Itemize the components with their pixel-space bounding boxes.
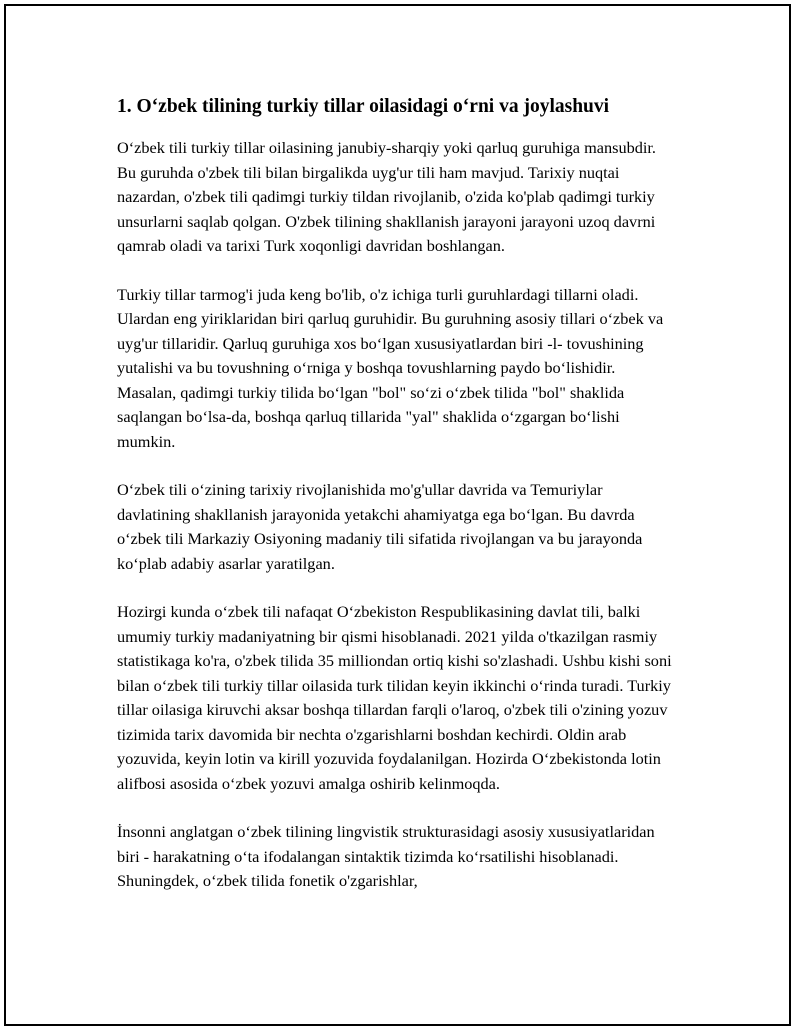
paragraph-4: Hozirgi kunda o‘zbek tili nafaqat O‘zbekiston Respublikasining davlat tili, balki umumiy turkiy madaniyatning bir qismi hisoblanadi. 2021 yilda o'tkazilgan rasmiy statistikaga ko'ra, o'zbek tilida 35 milliondan ortiq kishi so'zlashadi. Ushbu kishi soni bilan o‘zbek tili turkiy tillar oilasida turk tilidan keyin ikkinchi o‘rinda turadi. Turkiy tillar oilasiga kiruvchi aksar boshqa tillardan farqli o'laroq, o'zbek tili o'zining yozuv tizimida tarix davomida bir nechta o'zgarishlarni boshdan kechirdi. Oldin arab yozuvida, keyin lotin va kirill yozuvida foydalanilgan. Hozirda O‘zbekistonda lotin alifbosi asosida o‘zbek yozuvi amalga oshirib kelinmoqda.	[117, 602, 672, 793]
document-body	[117, 92, 677, 918]
paragraph-5: İnsonni anglatgan o‘zbek tilining lingvistik strukturasidagi asosiy xususiyatlaridan biri - harakatning o‘ta ifodalangan sintaktik tizimda ko‘rsatilishi hisoblanadi. Shuningdek, o‘zbek tilida fonetik o'zgarishlar,	[117, 822, 655, 890]
paragraph-3: O‘zbek tili o‘zining tarixiy rivojlanishida mo'g'ullar davrida va Temuriylar davlatining shakllanish jarayonida yetakchi ahamiyatga ega bo‘lgan. Bu davrda o‘zbek tili Markaziy Osiyoning madaniy tili sifatida rivojlangan va bu jarayonda ko‘plab adabiy asarlar yaratilgan.	[117, 480, 643, 573]
paragraph-2: Turkiy tillar tarmog'i juda keng bo'lib, o'z ichiga turli guruhlardagi tillarni oladi. Ulardan eng yiriklaridan biri qarluq guruhidir. Bu guruhning asosiy tillari o‘zbek va uyg'ur tillaridir. Qarluq guruhiga xos bo‘lgan xususiyatlardan biri -l- tovushining yutalishi va bu tovushning o‘rniga y boshqa tovushlarning paydo bo‘lishidir. Masalan, qadimgi turkiy tilida bo‘lgan "bol" so‘zi o‘zbek tilida "bol" shaklida saqlangan bo‘lsa-da, boshqa qarluq tillarida "yal" shaklida o‘zgargan bo‘lishi mumkin.	[117, 284, 664, 451]
section-heading: 1. O‘zbek tilining turkiy tillar oilasidagi o‘rni va joylashuvi	[117, 96, 610, 117]
paragraph-1: O‘zbek tili turkiy tillar oilasining janubiy-sharqiy yoki qarluq guruhiga mansubdir. Bu guruhda o'zbek tili bilan birgalikda uyg'ur tili ham mavjud. Tarixiy nuqtai nazardan, o'zbek tili qadimgi turkiy tildan rivojlanib, o'zida ko'plab qadimgi turkiy unsurlarni saqlab qolgan. O'zbek tilining shakllanish jarayoni jarayoni uzoq davrni qamrab oladi va tarixi Turk xoqonligi davridan boshlangan.	[117, 138, 656, 255]
